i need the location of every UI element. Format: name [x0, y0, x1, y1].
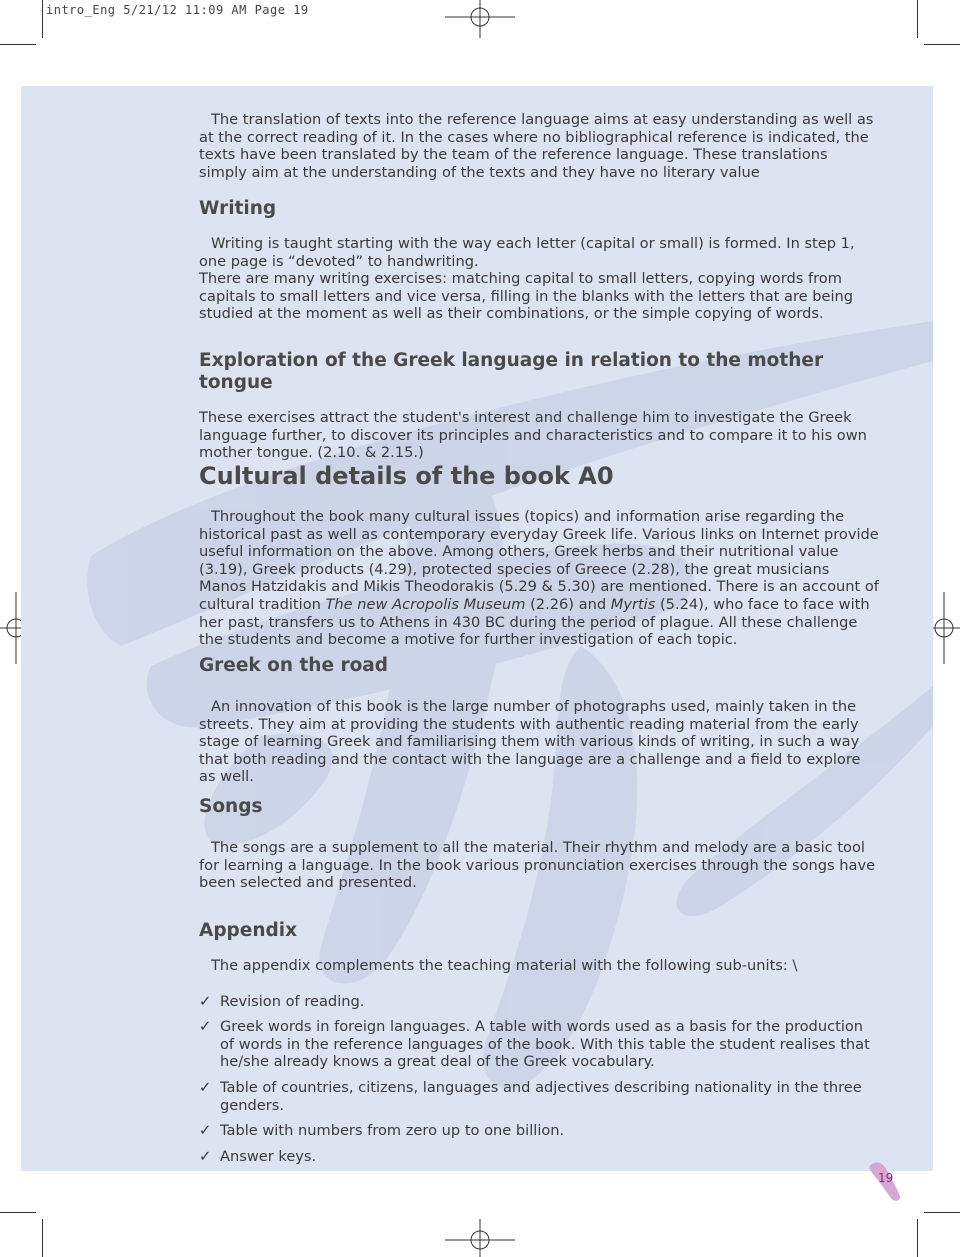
cultural-paragraph [199, 508, 879, 649]
crop-mark-bottom-left-v [42, 1219, 43, 1257]
songs-heading: Songs [199, 796, 263, 817]
cultural-text-b: (2.26) and [525, 595, 611, 613]
exploration-paragraph: These exercises attract the student's interest and challenge him to investigate the Greek language further, to discover its principles and characteristics and to compare it to his own mother tongue. (2.10. & 2.15.) [199, 409, 867, 462]
appendix-intro: The appendix complements the teaching material with the following sub-units: \ [211, 957, 798, 974]
appendix-heading: Appendix [199, 920, 298, 941]
list-item: ✓ Greek words in foreign languages. A table with words used as a basis for the production of words in the reference languages of the book. With this table the student realises that he/she already knows a great deal of the Greek vocabulary. [199, 1018, 870, 1071]
exploration-section [199, 350, 879, 462]
registration-mark-bottom [445, 1219, 515, 1257]
crop-mark-top-right-h [924, 44, 960, 45]
list-item: ✓ Answer keys. [199, 1147, 317, 1165]
cultural-section [199, 462, 879, 649]
exploration-heading: Exploration of the Greek language in relation to the mother tongue [199, 350, 824, 393]
registration-mark-top [445, 0, 515, 38]
road-section [199, 655, 879, 786]
printer-slug: intro_Eng 5/21/12 11:09 AM Page 19 [46, 3, 309, 17]
check-icon: ✓ [199, 992, 212, 1010]
appendix-list [199, 993, 879, 1166]
writing-paragraph-2: There are many writing exercises: matching capital to small letters, copying words from capitals to small letters and vice versa, filling in the blanks with the letters that are being studied at the moment as well as their combinations, or the simple copying of words. [199, 270, 854, 323]
crop-mark-bottom-right-v [917, 1219, 918, 1257]
appendix-section [199, 920, 879, 1173]
writing-paragraph-1: Writing is taught starting with the way each letter (capital or small) is formed. In step 1, one page is “devoted” to handwriting. [199, 235, 855, 270]
cultural-text-c: (5.24), who face to face with her past, transfers us to Athens in 430 BC during the period of plague. All these challenge the students and become a motive for further investigation of each topic. [199, 595, 870, 649]
songs-paragraph: The songs are a supplement to all the material. Their rhythm and melody are a basic tool for learning a language. In the book various pronunciation exercises through the songs have been selected and presented. [199, 839, 876, 892]
check-icon: ✓ [199, 1018, 212, 1036]
check-icon: ✓ [199, 1122, 212, 1140]
page-number-badge [868, 1160, 908, 1200]
check-icon: ✓ [199, 1147, 212, 1165]
crop-mark-top-right-v [917, 0, 918, 38]
intro-paragraph: The translation of texts into the reference language aims at easy understanding as well as at the correct reading of it. In the cases where no bibliographical reference is indicated, the texts have been translated by the team of the reference language. These translations simply aim at the understanding of the texts and they have no literary value [199, 111, 874, 181]
cultural-text-a: Throughout the book many cultural issues (topics) and information arise regarding the historical past as well as contemporary everyday Greek life. Various links on Internet provide useful information on the above. Among others, Greek herbs and their nutritional value (3.19), Greek products (4.29), protected species of Greece (2.28), the great musicians Manos Hatzidakis and Mikis Theodorakis (5.29 & 5.30) are mentioned. There is an account of cultural tradition [199, 508, 879, 613]
crop-mark-bottom-left-h [0, 1212, 36, 1213]
intro-section [199, 111, 879, 181]
road-heading: Greek on the road [199, 655, 389, 676]
list-item: ✓ Table of countries, citizens, languages and adjectives describing nationality in the three genders. [199, 1078, 862, 1114]
crop-mark-top-left-h [0, 44, 36, 45]
list-item: ✓ Table with numbers from zero up to one billion. [199, 1122, 565, 1140]
songs-section [199, 796, 879, 892]
road-paragraph: An innovation of this book is the large number of photographs used, mainly taken in the streets. They aim at providing the students with authentic reading material from the early stage of learning Greek and familiarising them with various kinds of writing, in such a way that both reading and the contact with the language are a challenge and a field to explore as well. [199, 698, 861, 786]
crop-mark-top-left-v [42, 0, 43, 38]
cultural-italic-myrtis: Myrtis [610, 595, 656, 613]
list-item: ✓ Revision of reading. [199, 992, 365, 1010]
writing-heading: Writing [199, 198, 277, 219]
page-number: 19 [878, 1171, 894, 1185]
check-icon: ✓ [199, 1078, 212, 1096]
cultural-italic-acropolis: The new Acropolis Museum [325, 595, 526, 613]
cultural-heading: Cultural details of the book A0 [199, 462, 614, 490]
writing-section [199, 198, 879, 323]
crop-mark-bottom-right-h [924, 1212, 960, 1213]
